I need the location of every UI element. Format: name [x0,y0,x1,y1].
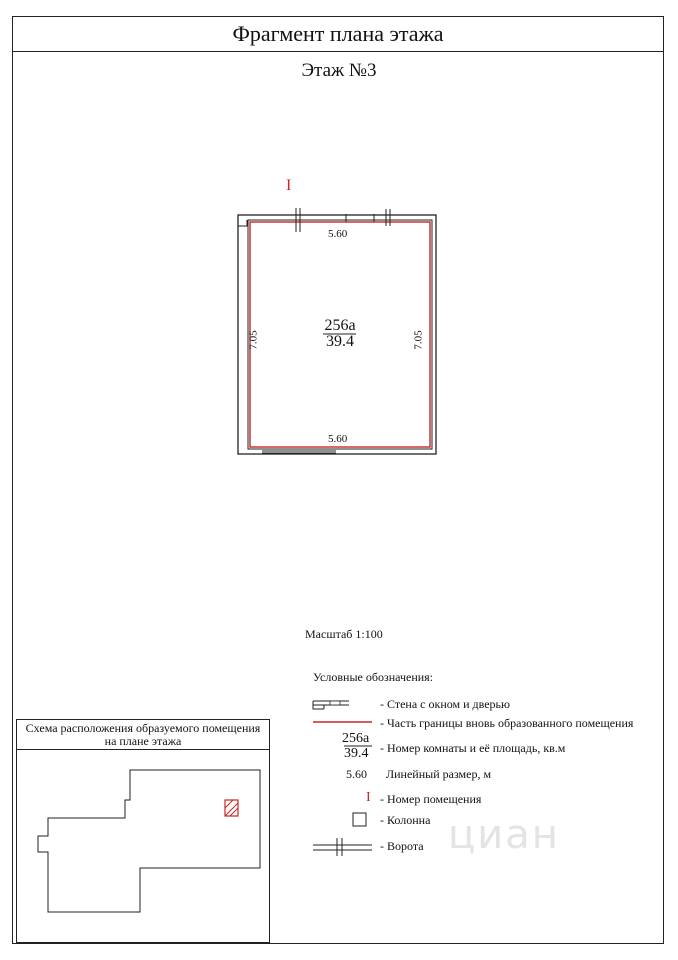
legend-item-marker: - Номер помещения [380,792,482,806]
legend-item-column: - Колонна [380,813,431,827]
legend-sample-room-number: 256а [342,731,370,746]
dim-top: 5.60 [328,228,348,240]
legend-item-boundary: - Часть границы вновь образованного помещения [380,716,634,730]
floor-label: Этаж №3 [301,60,377,81]
dim-bottom: 5.60 [328,433,348,445]
legend-item-gate: - Ворота [380,839,424,853]
legend-item-room: - Номер комнаты и её площадь, кв.м [380,741,566,755]
schema-title-line1: Схема расположения образуемого помещения [25,721,261,735]
legend-item-wall: - Стена с окном и дверью [380,697,510,711]
legend-title: Условные обозначения: [313,670,434,684]
dim-right: 7.05 [412,330,425,350]
sheet-title: Фрагмент плана этажа [12,16,664,52]
legend-sample-marker: I [366,790,371,805]
legend-item-dimension: Линейный размер, м [386,767,492,781]
dim-left: 7.05 [247,330,260,350]
schema-title [17,720,269,750]
watermark: циан [448,812,560,858]
room-marker: I [286,177,292,194]
room-area: 39.4 [326,333,354,350]
wall-corner-notch [238,215,247,226]
legend-column-square [353,813,366,826]
legend-wall-gap [330,701,340,705]
schema-box [16,719,270,943]
schema-title-line2: на плане этажа [104,734,182,748]
room-number: 256а [324,317,356,334]
scale-label: Масштаб 1:100 [305,627,383,641]
legend-sample-room-area: 39.4 [344,746,369,761]
legend-sample-dimension: 5.60 [346,767,367,781]
